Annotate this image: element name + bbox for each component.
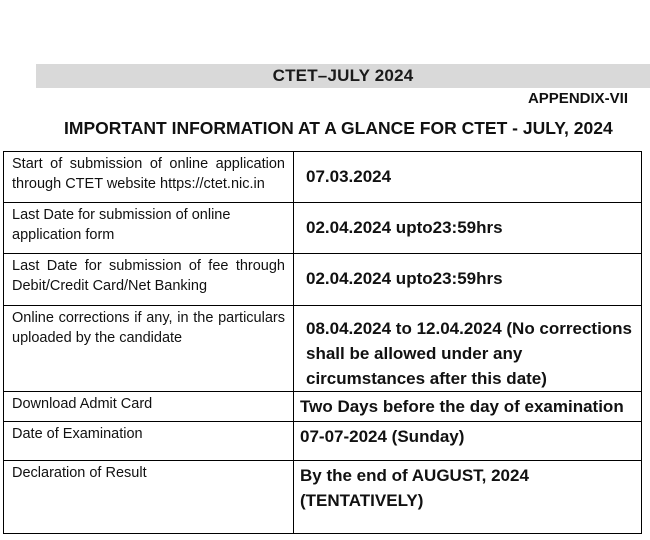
table-row (4, 152, 642, 203)
table-row (4, 203, 642, 254)
table-row (4, 306, 642, 392)
row-label: Last Date for submission of fee through Debit/Credit Card/Net Banking (4, 254, 294, 306)
info-table (3, 151, 642, 534)
row-label: Start of submission of online application through CTET website https://ctet.nic.in (4, 152, 294, 203)
row-value: 07-07-2024 (Sunday) (294, 422, 642, 461)
row-label: Last Date for submission of online application form (4, 203, 294, 254)
row-label: Download Admit Card (4, 392, 294, 422)
table-row (4, 254, 642, 306)
exam-title: CTET–JULY 2024 (272, 66, 414, 85)
row-value: 02.04.2024 upto23:59hrs (294, 203, 642, 254)
table-row (4, 392, 642, 422)
row-value: 08.04.2024 to 12.04.2024 (No corrections shall be allowed under any circumstances after this date) (294, 306, 642, 392)
row-value: 07.03.2024 (294, 152, 642, 203)
table-row (4, 461, 642, 534)
row-value: By the end of AUGUST, 2024 (TENTATIVELY) (294, 461, 642, 534)
row-label: Date of Examination (4, 422, 294, 461)
table-row (4, 422, 642, 461)
row-label: Online corrections if any, in the particulars uploaded by the candidate (4, 306, 294, 392)
appendix-label: APPENDIX-VII (527, 90, 628, 107)
row-value: 02.04.2024 upto23:59hrs (294, 254, 642, 306)
document-title: IMPORTANT INFORMATION AT A GLANCE FOR CTET - JULY, 2024 (64, 118, 613, 138)
header-band (36, 64, 650, 88)
row-label: Declaration of Result (4, 461, 294, 534)
row-value: Two Days before the day of examination (294, 392, 642, 422)
